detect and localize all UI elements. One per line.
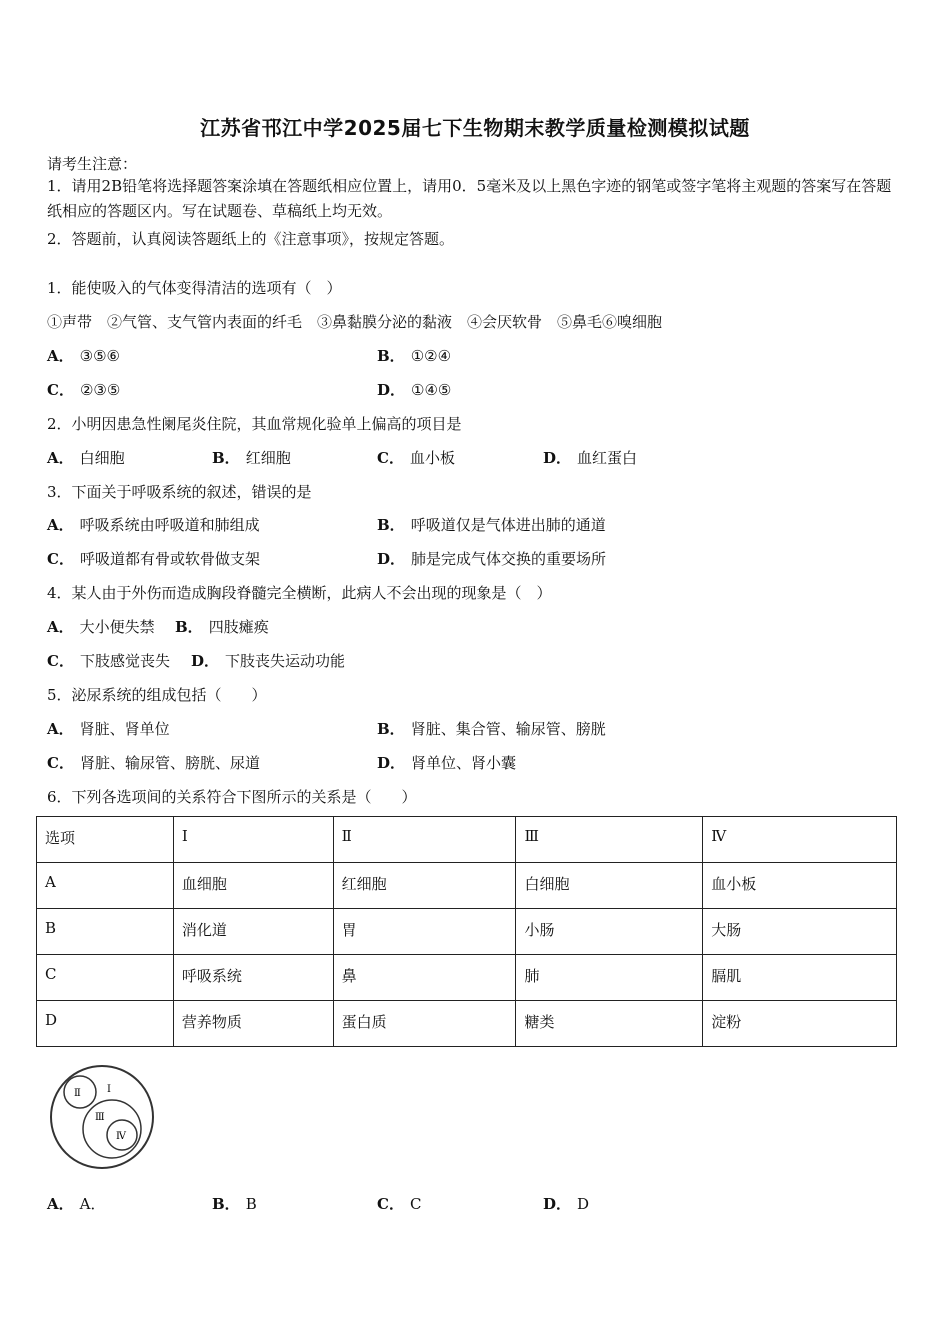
option-text: 肾脏、集合管、输尿管、膀胱 xyxy=(410,720,606,738)
option-text: B xyxy=(245,1195,257,1213)
option-label: B． xyxy=(377,720,405,738)
q4-option-c[interactable] xyxy=(47,650,170,671)
q6-option-d[interactable] xyxy=(543,1193,589,1214)
q2-option-a[interactable] xyxy=(47,447,125,468)
table-cell: 呼吸系统 xyxy=(173,955,333,1001)
table-cell: 鼻 xyxy=(333,955,516,1001)
notice-item-1: 1．请用2B铅笔将选择题答案涂填在答题纸相应位置上，请用0．5毫米及以上黑色字迹的钢笔或签字笔将主观题的答案写在答题纸相应的答题区内。写在试题卷、草稿纸上均无效。 xyxy=(47,177,892,220)
q1-option-c[interactable] xyxy=(47,379,120,400)
option-label: C． xyxy=(47,652,74,670)
q1-option-b[interactable] xyxy=(377,345,451,366)
option-label: C． xyxy=(47,754,74,772)
table-cell: 红细胞 xyxy=(333,863,516,909)
table-cell: D xyxy=(37,1001,174,1047)
table-header-cell: Ⅱ xyxy=(333,817,516,863)
q1-items: ①声带 ②气管、支气管内表面的纤毛 ③鼻黏膜分泌的黏液 ④会厌软骨 ⑤鼻毛⑥嗅细胞 xyxy=(47,313,663,331)
option-label: D． xyxy=(377,754,406,772)
option-text: D xyxy=(577,1195,590,1213)
table-cell: 糖类 xyxy=(516,1001,703,1047)
option-text: C xyxy=(409,1195,422,1213)
venn-diagram xyxy=(46,1062,158,1174)
option-label: C． xyxy=(47,550,74,568)
q4-option-d[interactable] xyxy=(191,650,345,671)
option-text: 血小板 xyxy=(409,449,455,467)
label-IV: Ⅳ xyxy=(116,1131,126,1142)
q3-stem: 3．下面关于呼吸系统的叙述，错误的是 xyxy=(47,483,312,501)
q6-option-c[interactable] xyxy=(377,1193,421,1214)
table-cell: B xyxy=(37,909,174,955)
option-text: 呼吸系统由呼吸道和肺组成 xyxy=(79,516,260,534)
table-header-cell: Ⅳ xyxy=(703,817,897,863)
option-text: 肾单位、肾小囊 xyxy=(411,754,517,772)
table-cell: 胃 xyxy=(333,909,516,955)
table-header-cell: Ⅰ xyxy=(173,817,333,863)
table-cell: A xyxy=(37,863,174,909)
table-cell: C xyxy=(37,955,174,1001)
q4-option-a[interactable] xyxy=(47,616,155,637)
option-text: 红细胞 xyxy=(245,449,291,467)
option-text: 四肢瘫痪 xyxy=(208,618,269,636)
option-label: B． xyxy=(175,618,203,636)
table-row xyxy=(37,863,897,909)
q5-stem: 5．泌尿系统的组成包括（ ） xyxy=(47,686,267,704)
option-label: A． xyxy=(47,720,74,738)
option-text: 呼吸道仅是气体进出肺的通道 xyxy=(410,516,606,534)
table-row xyxy=(37,1001,897,1047)
option-text: 呼吸道都有骨或软骨做支架 xyxy=(79,550,260,568)
q3-option-a[interactable] xyxy=(47,514,260,535)
option-text: ①④⑤ xyxy=(411,381,452,399)
option-text: 血红蛋白 xyxy=(577,449,638,467)
option-label: D． xyxy=(377,550,406,568)
option-label: D． xyxy=(191,652,220,670)
q6-option-b[interactable] xyxy=(212,1193,257,1214)
option-label: D． xyxy=(543,449,572,467)
q4-stem: 4．某人由于外伤而造成胸段脊髓完全横断，此病人不会出现的现象是（ ） xyxy=(47,584,552,602)
table-cell: 血小板 xyxy=(703,863,897,909)
option-text: A． xyxy=(79,1195,106,1213)
notice-heading: 请考生注意： xyxy=(47,155,138,173)
circle-III xyxy=(83,1100,141,1158)
option-text: ③⑤⑥ xyxy=(79,347,120,365)
option-label: C． xyxy=(47,381,74,399)
q2-option-d[interactable] xyxy=(543,447,637,468)
q5-option-b[interactable] xyxy=(377,718,606,739)
label-I: Ⅰ xyxy=(107,1084,111,1095)
table-row xyxy=(37,909,897,955)
q5-option-d[interactable] xyxy=(377,752,516,773)
table-cell: 大肠 xyxy=(703,909,897,955)
q3-option-b[interactable] xyxy=(377,514,606,535)
option-text: 白细胞 xyxy=(79,449,125,467)
table-cell: 蛋白质 xyxy=(333,1001,516,1047)
q2-option-b[interactable] xyxy=(212,447,291,468)
q3-option-d[interactable] xyxy=(377,548,606,569)
q5-option-c[interactable] xyxy=(47,752,260,773)
option-text: ②③⑤ xyxy=(79,381,121,399)
page-title: 江苏省邗江中学2025届七下生物期末教学质量检测模拟试题 xyxy=(200,116,750,140)
option-label: C． xyxy=(377,1195,404,1213)
option-label: B． xyxy=(212,449,240,467)
q3-option-c[interactable] xyxy=(47,548,260,569)
label-II: Ⅱ xyxy=(74,1088,81,1099)
q6-stem: 6．下列各选项间的关系符合下图所示的关系是（ ） xyxy=(47,788,417,806)
notice-item-2: 2．答题前，认真阅读答题纸上的《注意事项》，按规定答题。 xyxy=(47,230,455,248)
q5-option-a[interactable] xyxy=(47,718,170,739)
option-label: A． xyxy=(47,516,74,534)
option-label: B． xyxy=(212,1195,240,1213)
option-text: ①②④ xyxy=(410,347,452,365)
option-text: 下肢丧失运动功能 xyxy=(225,652,346,670)
option-label: A． xyxy=(47,618,74,636)
option-label: D． xyxy=(377,381,406,399)
option-label: A． xyxy=(47,1195,74,1213)
option-label: D． xyxy=(543,1195,572,1213)
option-label: C． xyxy=(377,449,404,467)
table-cell: 小肠 xyxy=(516,909,703,955)
table-header-cell: Ⅲ xyxy=(516,817,703,863)
label-III: Ⅲ xyxy=(95,1112,105,1123)
table-cell: 膈肌 xyxy=(703,955,897,1001)
option-label: A． xyxy=(47,449,74,467)
q1-option-a[interactable] xyxy=(47,345,120,366)
q2-option-c[interactable] xyxy=(377,447,455,468)
option-text: 大小便失禁 xyxy=(79,618,155,636)
option-label: B． xyxy=(377,516,405,534)
table-cell: 白细胞 xyxy=(516,863,703,909)
option-label: A． xyxy=(47,347,74,365)
q2-stem: 2．小明因患急性阑尾炎住院，其血常规化验单上偏高的项目是 xyxy=(47,415,462,433)
q4-option-b[interactable] xyxy=(175,616,269,637)
option-label: B． xyxy=(377,347,405,365)
table-cell: 肺 xyxy=(516,955,703,1001)
option-text: 肺是完成气体交换的重要场所 xyxy=(411,550,607,568)
q1-option-d[interactable] xyxy=(377,379,451,400)
table-header-cell: 选项 xyxy=(37,817,174,863)
option-text: 肾脏、肾单位 xyxy=(79,720,170,738)
table-cell: 营养物质 xyxy=(173,1001,333,1047)
table-cell: 消化道 xyxy=(173,909,333,955)
table-cell: 血细胞 xyxy=(173,863,333,909)
q6-option-a[interactable] xyxy=(47,1193,105,1214)
option-text: 下肢感觉丧失 xyxy=(79,652,170,670)
table-cell: 淀粉 xyxy=(703,1001,897,1047)
q6-table xyxy=(36,816,897,1047)
option-text: 肾脏、输尿管、膀胱、尿道 xyxy=(79,754,260,772)
q1-stem: 1．能使吸入的气体变得清洁的选项有（ ） xyxy=(47,279,342,297)
table-header-row xyxy=(37,817,897,863)
table-row xyxy=(37,955,897,1001)
